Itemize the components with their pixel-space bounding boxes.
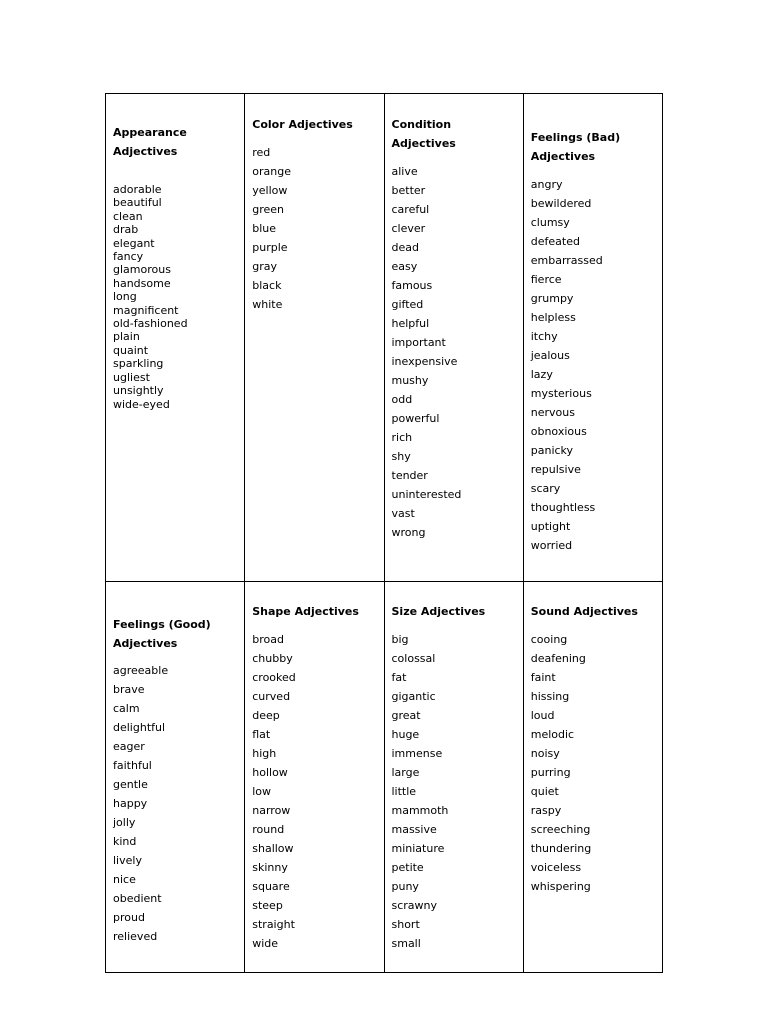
word-item: mysterious bbox=[530, 387, 592, 400]
word-item: plain bbox=[113, 330, 140, 344]
word-item: big bbox=[391, 633, 409, 646]
cell-title bbox=[531, 602, 656, 621]
word-item: ugliest bbox=[113, 370, 150, 384]
word-item: alive bbox=[391, 165, 418, 178]
word-item: handsome bbox=[113, 276, 171, 290]
word-item: colossal bbox=[391, 652, 436, 665]
word-item: dead bbox=[391, 241, 419, 254]
word-item: gigantic bbox=[391, 690, 436, 703]
word-item: wide-eyed bbox=[113, 397, 170, 411]
word-item: flat bbox=[252, 728, 271, 741]
word-item: purring bbox=[530, 766, 571, 779]
word-item: purple bbox=[252, 241, 288, 254]
word-item: relieved bbox=[113, 930, 158, 943]
word-item: quiet bbox=[530, 785, 559, 798]
cell-color-adjectives bbox=[245, 94, 384, 582]
cell-title bbox=[252, 602, 377, 621]
cell-appearance-adjectives bbox=[106, 94, 245, 582]
word-item: blue bbox=[252, 222, 277, 235]
adjectives-table bbox=[105, 93, 663, 973]
cell-title-line: Color Adjectives bbox=[252, 118, 353, 131]
cell-title bbox=[252, 115, 377, 134]
word-item: panicky bbox=[530, 444, 574, 457]
word-item: orange bbox=[252, 165, 291, 178]
word-item: calm bbox=[113, 702, 140, 715]
cell-title-line: Feelings (Bad) bbox=[530, 131, 621, 144]
word-item: itchy bbox=[530, 330, 558, 343]
word-list bbox=[113, 661, 238, 946]
word-item: nervous bbox=[530, 406, 575, 419]
word-item: quaint bbox=[113, 343, 149, 357]
word-item: adorable bbox=[113, 183, 162, 196]
cell-title-line: Adjectives bbox=[530, 150, 596, 163]
table-row bbox=[106, 94, 663, 582]
table-row bbox=[106, 582, 663, 973]
word-item: mushy bbox=[391, 374, 429, 387]
cell-condition-adjectives bbox=[384, 94, 523, 582]
word-item: deafening bbox=[530, 652, 586, 665]
word-list bbox=[531, 630, 656, 896]
word-item: curved bbox=[252, 690, 291, 703]
word-item: loud bbox=[530, 709, 555, 722]
word-item: sparkling bbox=[113, 357, 164, 371]
word-item: worried bbox=[530, 539, 573, 552]
word-item: petite bbox=[391, 861, 424, 874]
word-item: shallow bbox=[252, 842, 294, 855]
word-item: narrow bbox=[252, 804, 291, 817]
word-item: inexpensive bbox=[391, 355, 458, 368]
word-item: obedient bbox=[113, 892, 162, 905]
word-item: drab bbox=[113, 223, 139, 237]
word-item: scrawny bbox=[391, 899, 438, 912]
word-item: steep bbox=[252, 899, 283, 912]
cell-title-line: Shape Adjectives bbox=[252, 605, 359, 618]
word-item: fancy bbox=[113, 250, 144, 264]
word-list bbox=[392, 162, 517, 542]
word-item: gray bbox=[252, 260, 278, 273]
word-item: powerful bbox=[391, 412, 440, 425]
word-list bbox=[392, 630, 517, 953]
word-item: beautiful bbox=[113, 196, 162, 210]
word-item: green bbox=[252, 203, 285, 216]
cell-title-line: Sound Adjectives bbox=[530, 605, 638, 618]
word-item: old-fashioned bbox=[113, 317, 188, 331]
word-item: miniature bbox=[391, 842, 445, 855]
word-item: kind bbox=[113, 835, 137, 848]
word-item: helpless bbox=[530, 311, 576, 324]
word-item: little bbox=[391, 785, 417, 798]
word-item: deep bbox=[252, 709, 280, 722]
word-item: uptight bbox=[530, 520, 571, 533]
word-item: important bbox=[391, 336, 446, 349]
word-item: jolly bbox=[113, 816, 136, 829]
word-list bbox=[252, 143, 377, 314]
word-item: long bbox=[113, 290, 137, 304]
word-item: jealous bbox=[530, 349, 570, 362]
cell-title-line: Adjectives bbox=[113, 145, 178, 158]
word-item: vast bbox=[391, 507, 415, 520]
word-item: fierce bbox=[530, 273, 562, 286]
word-item: huge bbox=[391, 728, 420, 741]
word-item: glamorous bbox=[113, 263, 171, 277]
word-item: straight bbox=[252, 918, 295, 931]
word-item: happy bbox=[113, 797, 148, 810]
cell-title bbox=[531, 128, 656, 166]
word-item: rich bbox=[391, 431, 413, 444]
word-item: proud bbox=[113, 911, 145, 924]
word-item: mammoth bbox=[391, 804, 449, 817]
word-item: chubby bbox=[252, 652, 293, 665]
cell-feelings-bad-adjectives bbox=[523, 94, 662, 582]
word-list bbox=[531, 175, 656, 555]
cell-title bbox=[113, 615, 238, 653]
cell-title-line: Feelings (Good) bbox=[113, 618, 211, 631]
cell-title-line: Appearance bbox=[113, 126, 187, 139]
cell-title-line: Adjectives bbox=[113, 637, 178, 650]
word-item: gentle bbox=[113, 778, 148, 791]
cell-sound-adjectives bbox=[523, 582, 662, 973]
word-item: voiceless bbox=[530, 861, 582, 874]
word-item: large bbox=[391, 766, 420, 779]
word-item: round bbox=[252, 823, 285, 836]
cell-shape-adjectives bbox=[245, 582, 384, 973]
word-item: screeching bbox=[530, 823, 591, 836]
cell-title bbox=[392, 602, 517, 621]
word-item: wide bbox=[252, 937, 279, 950]
word-item: bewildered bbox=[530, 197, 592, 210]
word-item: odd bbox=[391, 393, 413, 406]
word-item: black bbox=[252, 279, 282, 292]
word-item: easy bbox=[391, 260, 418, 273]
word-item: scary bbox=[530, 482, 561, 495]
word-item: agreeable bbox=[113, 664, 169, 677]
word-item: better bbox=[391, 184, 426, 197]
word-item: angry bbox=[530, 178, 563, 191]
word-item: magnificent bbox=[113, 303, 179, 317]
cell-title-line: Size Adjectives bbox=[391, 605, 486, 618]
word-item: defeated bbox=[530, 235, 580, 248]
word-item: elegant bbox=[113, 236, 155, 250]
cell-title bbox=[113, 123, 238, 161]
word-item: white bbox=[252, 298, 283, 311]
word-item: brave bbox=[113, 683, 145, 696]
word-item: hollow bbox=[252, 766, 288, 779]
word-item: clever bbox=[391, 222, 426, 235]
word-item: embarrassed bbox=[530, 254, 603, 267]
word-item: melodic bbox=[530, 728, 575, 741]
word-item: square bbox=[252, 880, 290, 893]
cell-size-adjectives bbox=[384, 582, 523, 973]
word-item: wrong bbox=[391, 526, 426, 539]
word-item: tender bbox=[391, 469, 428, 482]
word-item: grumpy bbox=[530, 292, 574, 305]
word-item: low bbox=[252, 785, 272, 798]
word-item: short bbox=[391, 918, 420, 931]
word-item: shy bbox=[391, 450, 411, 463]
word-item: nice bbox=[113, 873, 136, 886]
word-item: thoughtless bbox=[530, 501, 596, 514]
word-item: great bbox=[391, 709, 421, 722]
word-item: lazy bbox=[530, 368, 553, 381]
word-item: repulsive bbox=[530, 463, 581, 476]
word-item: hissing bbox=[530, 690, 570, 703]
word-item: unsightly bbox=[113, 384, 164, 398]
cell-title-line: Condition Adjectives bbox=[391, 118, 456, 150]
word-item: gifted bbox=[391, 298, 424, 311]
word-item: crooked bbox=[252, 671, 296, 684]
word-item: noisy bbox=[530, 747, 560, 760]
word-item: thundering bbox=[530, 842, 592, 855]
word-item: high bbox=[252, 747, 277, 760]
word-item: whispering bbox=[530, 880, 591, 893]
word-item: helpful bbox=[391, 317, 430, 330]
word-item: clumsy bbox=[530, 216, 570, 229]
word-item: immense bbox=[391, 747, 443, 760]
word-item: broad bbox=[252, 633, 284, 646]
word-item: fat bbox=[391, 671, 407, 684]
word-item: lively bbox=[113, 854, 142, 867]
word-item: cooing bbox=[530, 633, 568, 646]
cell-title bbox=[392, 115, 517, 153]
word-list bbox=[252, 630, 377, 953]
word-item: faint bbox=[530, 671, 556, 684]
word-item: famous bbox=[391, 279, 433, 292]
word-item: raspy bbox=[530, 804, 562, 817]
word-item: careful bbox=[391, 203, 430, 216]
word-item: obnoxious bbox=[530, 425, 587, 438]
word-list bbox=[113, 183, 238, 411]
word-item: red bbox=[252, 146, 271, 159]
word-item: clean bbox=[113, 209, 143, 223]
word-item: puny bbox=[391, 880, 419, 893]
cell-feelings-good-adjectives bbox=[106, 582, 245, 973]
word-item: eager bbox=[113, 740, 145, 753]
word-item: small bbox=[391, 937, 421, 950]
word-item: delightful bbox=[113, 721, 166, 734]
word-item: yellow bbox=[252, 184, 288, 197]
word-item: massive bbox=[391, 823, 437, 836]
word-item: skinny bbox=[252, 861, 288, 874]
word-item: faithful bbox=[113, 759, 152, 772]
word-item: uninterested bbox=[391, 488, 462, 501]
